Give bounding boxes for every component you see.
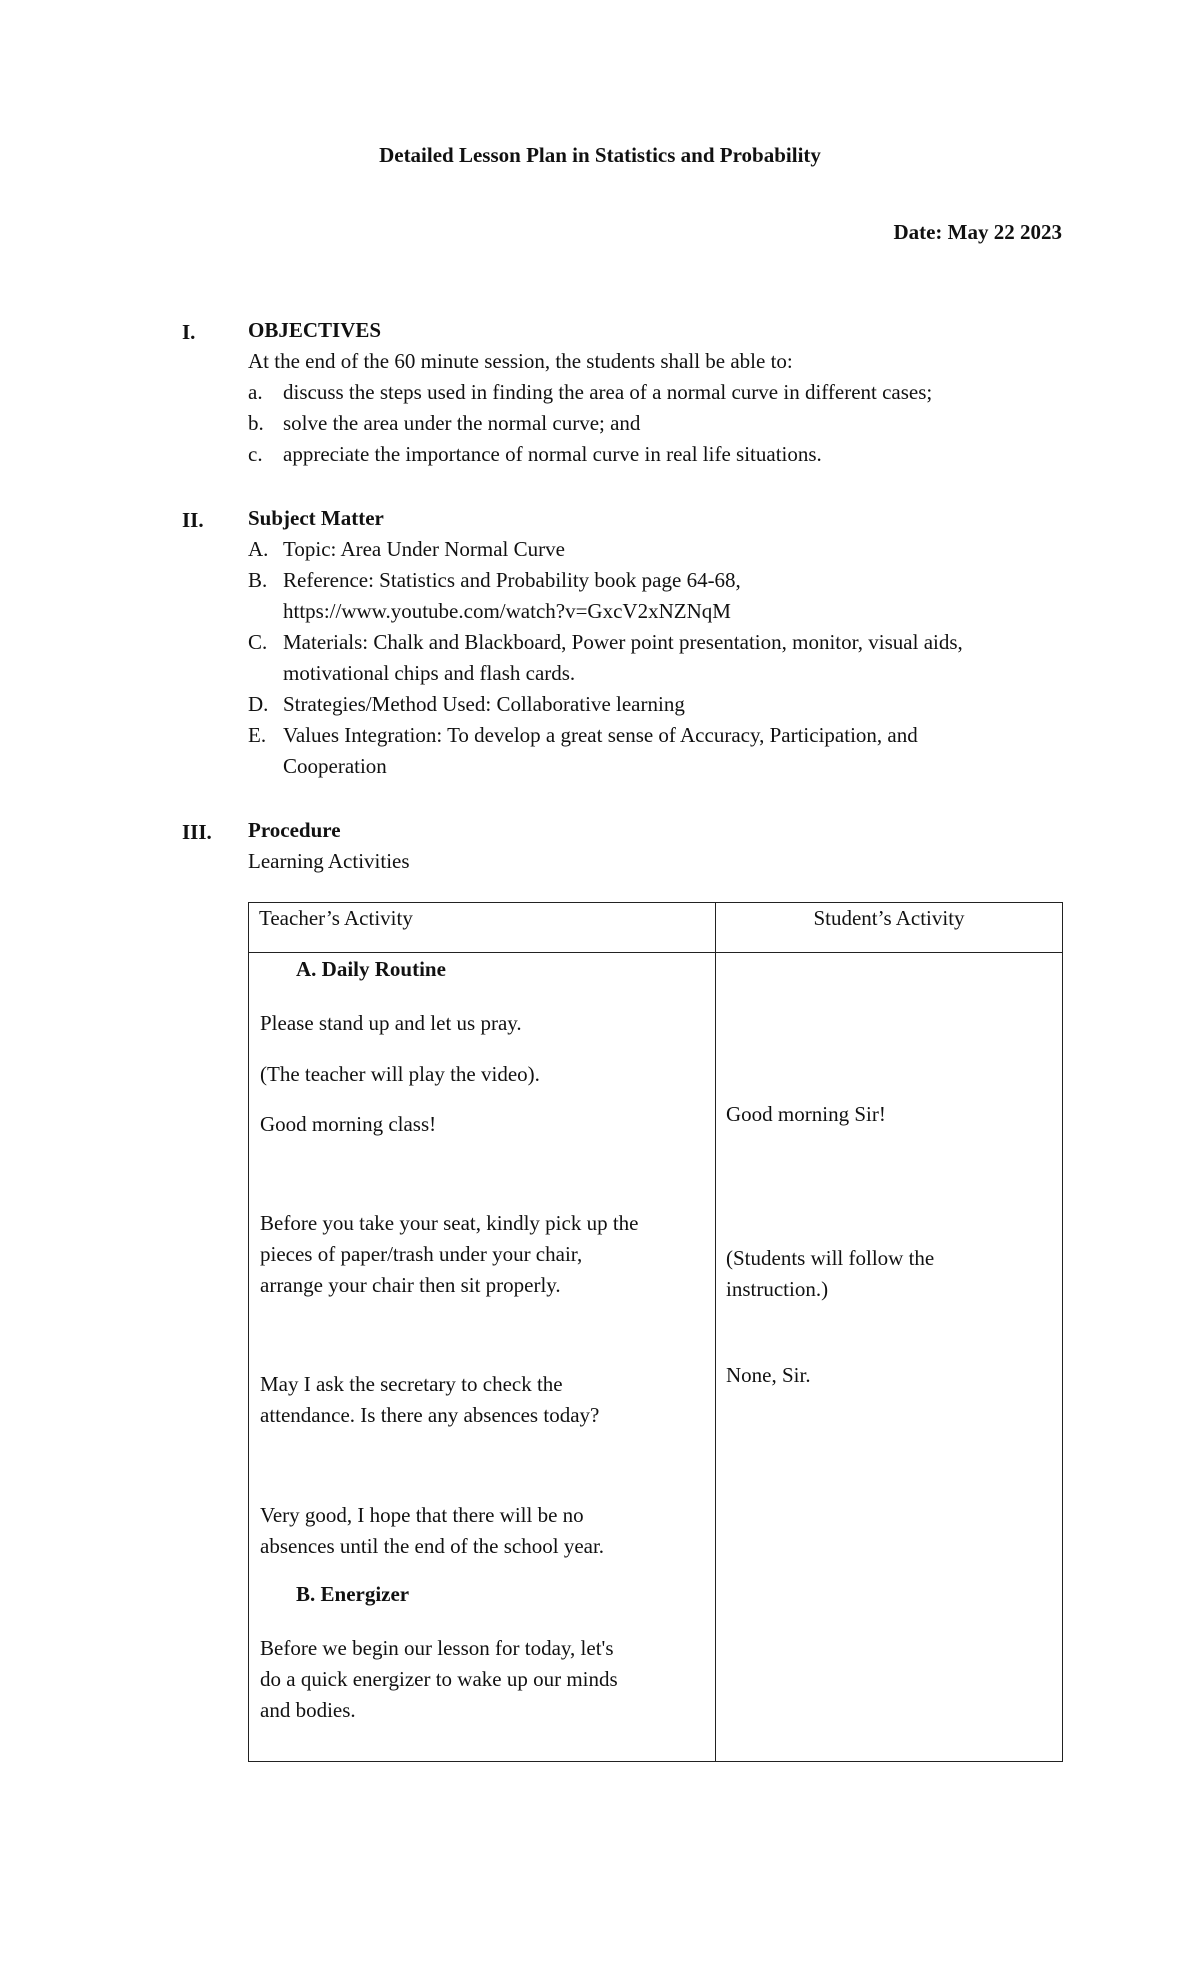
student-line: Good morning Sir! (726, 1102, 886, 1126)
teacher-line (260, 1633, 618, 1726)
subject-marker: C. (248, 630, 268, 654)
subject-item (248, 565, 1068, 627)
procedure-subheading: Learning Activities (248, 849, 410, 873)
subject-text-continued: motivational chips and flash cards. (283, 661, 576, 685)
procedure-heading: Procedure (248, 818, 341, 842)
teacher-line: (The teacher will play the video). (260, 1062, 540, 1086)
student-line (726, 1243, 934, 1305)
objective-item (248, 377, 1068, 408)
student-line-text: instruction.) (726, 1277, 829, 1301)
teacher-line-text: pieces of paper/trash under your chair, (260, 1242, 583, 1266)
subject-text: Topic: Area Under Normal Curve (283, 537, 565, 561)
teacher-line: Good morning class! (260, 1112, 437, 1136)
lesson-date: Date: May 22 2023 (893, 220, 1062, 244)
document-title: Detailed Lesson Plan in Statistics and Probability (379, 143, 821, 167)
teacher-line: Please stand up and let us pray. (260, 1011, 522, 1035)
objective-item (248, 408, 1068, 439)
subject-text: Strategies/Method Used: Collaborative learning (283, 692, 685, 716)
student-activity-header: Student’s Activity (716, 903, 1063, 953)
teacher-line-text: and bodies. (260, 1698, 356, 1722)
student-activity-cell (716, 953, 1063, 1762)
objective-text: solve the area under the normal curve; and (283, 411, 641, 435)
subject-text: Values Integration: To develop a great sense of Accuracy, Participation, and (283, 723, 918, 747)
energizer-label: B. Energizer (296, 1582, 410, 1606)
subject-text: Materials: Chalk and Blackboard, Power point presentation, monitor, visual aids, (283, 630, 963, 654)
teacher-line-text: May I ask the secretary to check the (260, 1372, 563, 1396)
procedure-numeral: III. (182, 820, 212, 844)
teacher-line-text: arrange your chair then sit properly. (260, 1273, 561, 1297)
teacher-line-text: do a quick energizer to wake up our minds (260, 1667, 618, 1691)
teacher-line (260, 1500, 604, 1562)
subject-marker: D. (248, 692, 269, 716)
daily-routine-label: A. Daily Routine (296, 957, 446, 981)
learning-activities-table (248, 902, 1063, 1762)
subject-matter-numeral: II. (182, 508, 204, 532)
subject-marker: A. (248, 537, 269, 561)
teacher-line-text: Before you take your seat, kindly pick up the (260, 1211, 639, 1235)
objectives-intro: At the end of the 60 minute session, the students shall be able to: (248, 349, 793, 373)
student-line: None, Sir. (726, 1363, 811, 1387)
teacher-line-text: Very good, I hope that there will be no (260, 1503, 584, 1527)
objectives-numeral: I. (182, 320, 196, 344)
subject-marker: E. (248, 723, 267, 747)
teacher-line (260, 1369, 599, 1431)
objective-item (248, 439, 1068, 470)
teacher-activity-header: Teacher’s Activity (249, 903, 716, 953)
objective-marker: a. (248, 380, 263, 404)
subject-marker: B. (248, 568, 268, 592)
teacher-line-text: Before we begin our lesson for today, let's (260, 1636, 614, 1660)
student-line-text: (Students will follow the (726, 1246, 935, 1270)
teacher-line (260, 1208, 638, 1301)
subject-item (248, 689, 1068, 720)
objectives-heading: OBJECTIVES (248, 318, 382, 342)
objective-text: appreciate the importance of normal curve in real life situations. (283, 442, 822, 466)
subject-matter-heading: Subject Matter (248, 506, 384, 530)
subject-text-continued: Cooperation (283, 754, 387, 778)
subject-item (248, 720, 1068, 782)
subject-text: Reference: Statistics and Probability book page 64-68, (283, 568, 741, 592)
objective-text: discuss the steps used in finding the area of a normal curve in different cases; (283, 380, 933, 404)
subject-item (248, 534, 1068, 565)
teacher-line-text: absences until the end of the school year. (260, 1534, 605, 1558)
objective-marker: c. (248, 442, 263, 466)
subject-item (248, 627, 1068, 689)
objective-marker: b. (248, 411, 264, 435)
teacher-line-text: attendance. Is there any absences today? (260, 1403, 600, 1427)
teacher-activity-cell (249, 953, 716, 1762)
reference-url: https://www.youtube.com/watch?v=GxcV2xNZNqM (283, 599, 731, 623)
